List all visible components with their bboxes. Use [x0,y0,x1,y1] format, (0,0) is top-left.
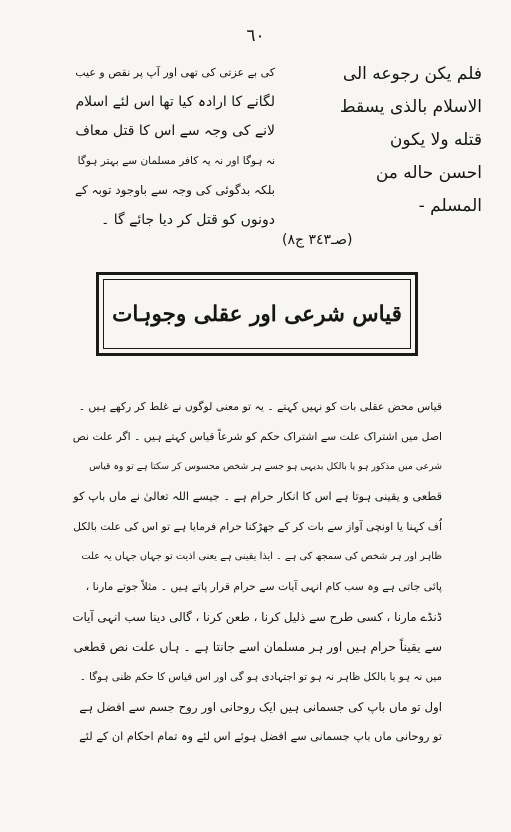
body-line: ڈنڈے مارنا ، کسی طرح سے ذلیل کرنا ، طعن کرنا ، گالی دینا سب انہی آیات [72,610,442,624]
arabic-quote-line: الاسلام بالذى يسقط [339,97,482,117]
translation-line: لانے کی وجہ سے اس کا قتل معاف [75,123,275,139]
translation-line: بلکہ بدگوئی کی وجہ سے باوجود توبہ کے [74,183,275,197]
arabic-quote [282,58,482,256]
body-line: تو روحانی ماں باپ جسمانی سے افضل ہوئے اس لئے وہ تمام احکام ان کے لئے [79,730,442,743]
body-line: قیاس محض عقلی بات کو نہیں کہتے ۔ یہ تو معنی لوگوں نے غلط کر رکھے ہیں ۔ [78,400,442,413]
body-line: اصل میں اشتراک علت سے اشتراک حکم کو شرعاً قیاس کہتے ہیں ۔ اگر علت نص [72,430,442,443]
body-line: شرعی میں مذکور ہو یا بالکل بدیہی ہو جسے ہر شخص محسوس کر سکتا ہے تو وہ قیاس [89,461,442,472]
arabic-quote-reference [282,223,482,256]
translation-line: لگانے کا ارادہ کیا تھا اس لئے اسلام [75,93,275,110]
body-line: سے یقیناً حرام ہیں اور ہر مسلمان اسے جانتا ہے ۔ ہاں علت نص قطعی [73,640,442,654]
page-number: ٦٠ [246,26,265,46]
translation-line: نہ ہوگا اور نہ یہ کافر مسلمان سے بہتر ہوگا [77,154,275,167]
body-line: اول تو ماں باپ کی جسمانی ہیں ایک روحانی اور روح جسم سے افضل ہے [79,700,442,714]
section-title-box [96,272,418,356]
translation-line: دونوں کو قتل کر دیا جائے گا ۔ [101,211,275,228]
translation-line: کی بے عزتی کی تھی اور آپ پر نقص و عیب [75,66,275,79]
body-text [72,392,442,752]
body-line: پائی جاتی ہے وہ سب کام انہی آیات سے حرام قرار پاتے ہیں ۔ مثلاً جوتے مارنا ، [85,580,442,593]
section-title: قیاس شرعی اور عقلی وجوہات [112,301,402,327]
body-line: میں نہ ہو یا بالکل ظاہر نہ ہو تو اجتہادی ہو گی اور اس قیاس کا حکم ظنی ہوگا ۔ [79,671,442,683]
urdu-translation [70,58,275,235]
arabic-quote-line: قتله ولا يكون [389,130,482,150]
reference-text: (صـ٣٤٣ ج٨) [282,232,353,248]
arabic-quote-line: المسلم - [418,196,482,216]
body-line: اُف کہنا یا اونچی آواز سے بات کر کے جھڑکنا حرام فرمایا ہے تو اس کی علت بالکل [73,520,442,533]
arabic-quote-line: احسن حاله من [375,163,482,183]
body-line: ظاہر اور ہر شخص کی سمجھ کی ہے ۔ ایذا یقینی ہے یعنی اذیت تو جہاں جہاں یہ علت [81,551,442,562]
arabic-quote-line: فلم يكن رجوعه الى [342,64,482,84]
body-line: قطعی و یقینی ہوتا ہے اس کا انکار حرام ہے ۔ جیسے اللہ تعالیٰ نے ماں باپ کو [73,490,442,503]
